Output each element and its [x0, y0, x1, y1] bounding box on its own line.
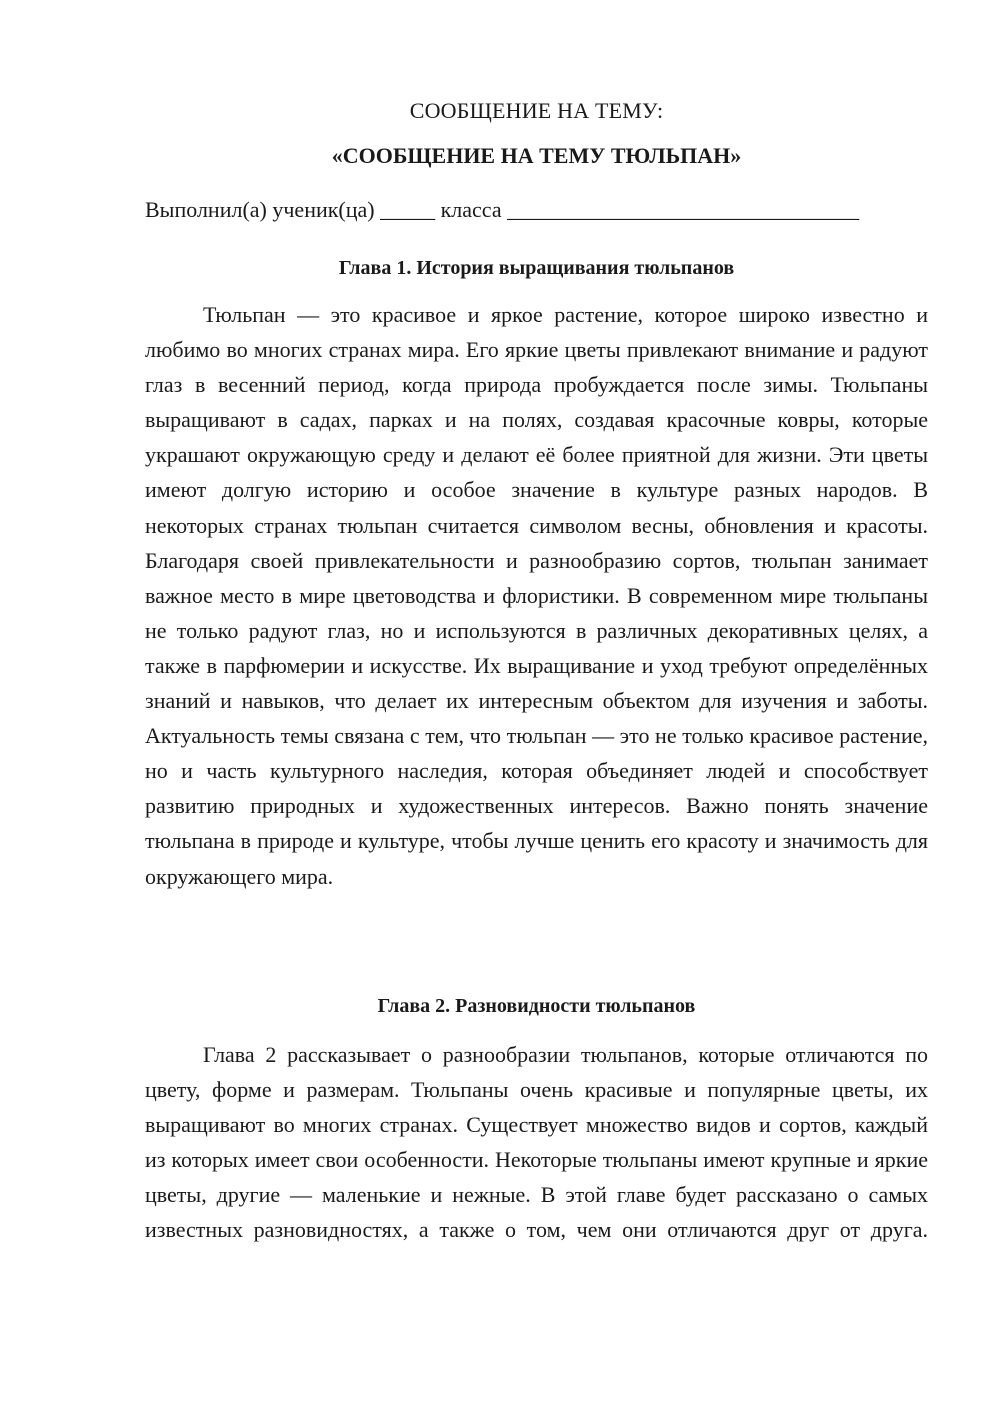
document-subtitle: «СООБЩЕНИЕ НА ТЕМУ ТЮЛЬПАН»	[331, 143, 742, 168]
author-line: Выполнил(а) ученик(ца) _____ класса ________________________________	[145, 197, 860, 222]
chapter-2-paragraph: Глава 2 рассказывает о разнообразии тюльпанов, которые отличаются по цвету, форме и размерам. Тюльпаны очень красивые и популярные цветы, их выращивают во многих странах. Существует множество видов и сортов, каждый из которых имеет свои особенности. Некоторые тюльпаны имеют крупные и яркие цветы, другие — маленькие и нежные. В этой главе будет рассказано о самых известных разновидностях, а также о том, чем они отличаются друг от друга.	[145, 1042, 928, 1243]
chapter-2-heading: Глава 2. Разновидности тюльпанов	[377, 995, 696, 1017]
chapter-1-paragraph: Тюльпан — это красивое и яркое растение, которое широко известно и любимо во многих странах мира. Его яркие цветы привлекают внимание и радуют глаз в весенний период, когда природа пробуждается после зимы. Тюльпаны выращивают в садах, парках и на полях, создавая красочные ковры, которые украшают окружающую среду и делают её более приятной для жизни. Эти цветы имеют долгую историю и особое значение в культуре разных народов. В некоторых странах тюльпан считается символом весны, обновления и красоты. Благодаря своей привлекательности и разнообразию сортов, тюльпан занимает важное место в мире цветоводства и флористики. В современном мире тюльпаны не только радуют глаз, но и используются в различных декоративных целях, а также в парфюмерии и искусстве. Их выращивание и уход требуют определённых знаний и навыков, что делает их интересным объектом для изучения и заботы. Актуальность темы связана с тем, что тюльпан — это не только красивое растение, но и часть культурного наследия, которая объединяет людей и способствует развитию природных и художественных интересов. Важно понять значение тюльпана в природе и культуре, чтобы лучше ценить его красоту и значимость для окружающего мира.	[145, 302, 928, 889]
chapter-1-heading: Глава 1. История выращивания тюльпанов	[338, 257, 735, 279]
document-title: СООБЩЕНИЕ НА ТЕМУ:	[409, 98, 664, 123]
